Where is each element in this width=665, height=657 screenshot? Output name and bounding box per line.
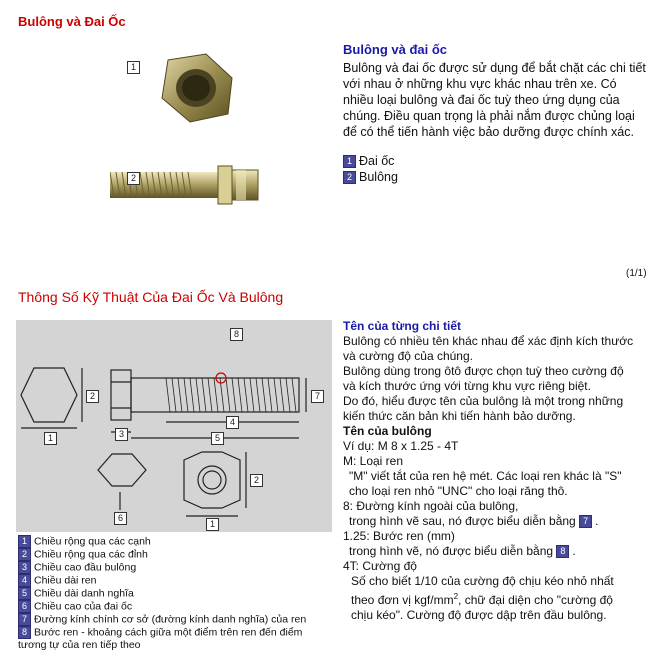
pitch-desc: trong hình vẽ, nó được biểu diễn bằng 8 . bbox=[349, 544, 576, 558]
legend-number: 5 bbox=[18, 587, 31, 600]
legend-number: 2 bbox=[18, 548, 31, 561]
pitch-number: 8 bbox=[556, 545, 569, 558]
d8-desc-text: trong hình vẽ sau, nó được biểu diễn bằng bbox=[349, 514, 576, 528]
item-bolt bbox=[343, 170, 398, 185]
photo-label-1: 1 bbox=[127, 61, 140, 74]
diagram-label-2: 2 bbox=[86, 390, 99, 403]
strength-desc-2 bbox=[343, 589, 661, 608]
intro-line: Bulông có nhiều tên khác nhau để xác định kích thước bbox=[343, 334, 634, 348]
d8-label: 8: Đường kính ngoài của bulông, bbox=[343, 499, 519, 513]
intro-line: Bulông dùng trong ôtô được chọn tuỳ theo cường độ bbox=[343, 364, 624, 378]
legend-number: 1 bbox=[18, 535, 31, 548]
example: Ví dụ: M 8 x 1.25 - 4T bbox=[343, 439, 459, 453]
photo-label-2: 2 bbox=[127, 172, 140, 185]
diagram-label-3: 3 bbox=[115, 428, 128, 441]
strength-unit: theo đơn vị kgf/mm bbox=[351, 593, 454, 607]
legend-item bbox=[18, 600, 338, 613]
section1-paragraph: Bulông và đai ốc được sử dụng để bắt chặt các chi tiết với nhau ở những khu vực khác nhau trên xe. Có nhiều loại bulông và đai ốc tuỳ theo ứng dụng của chúng. Điều quan trọng là phải nắm được chủng loại để có thể tiến hành việc bảo dưỡng được chính xác. bbox=[343, 61, 646, 139]
section2-title: Thông Số Kỹ Thuật Của Đai Ốc Và Bulông bbox=[18, 289, 284, 305]
diagram-label-nut-1: 1 bbox=[206, 518, 219, 531]
item-bolt-label: Bulông bbox=[359, 170, 398, 184]
diagram-label-5: 5 bbox=[211, 432, 224, 445]
intro-line: Do đó, hiểu được tên của bulông là một trong những bbox=[343, 394, 624, 408]
legend-number: 4 bbox=[18, 574, 31, 587]
intro-line: và kích thước ứng với từng khu vực riêng biệt. bbox=[343, 379, 591, 393]
section2-text bbox=[343, 319, 661, 623]
bolt-dimension-diagram bbox=[16, 320, 332, 532]
legend-number: 6 bbox=[18, 600, 31, 613]
diagram-label-6: 6 bbox=[114, 512, 127, 525]
legend-label: Chiều cao đầu bulông bbox=[34, 561, 137, 574]
legend-label: Chiều rộng qua các cạnh bbox=[34, 535, 151, 548]
legend-label: Chiều cao của đai ốc bbox=[34, 600, 133, 613]
diagram-label-1: 1 bbox=[44, 432, 57, 445]
pitch-label: 1.25: Bước ren (mm) bbox=[343, 529, 455, 543]
legend-label: Bước ren - khoảng cách giữa một điểm trên ren đến điểm bbox=[34, 626, 303, 639]
legend-label: Chiều dài ren bbox=[34, 574, 97, 587]
item-bolt-number: 2 bbox=[343, 171, 356, 184]
section1-subtitle: Bulông và đai ốc bbox=[343, 42, 448, 57]
legend-number: 8 bbox=[18, 626, 31, 639]
parts-name-title: Tên của từng chi tiết bbox=[343, 319, 462, 333]
legend-number: 3 bbox=[18, 561, 31, 574]
d8-desc: trong hình vẽ sau, nó được biểu diễn bằng 7 . bbox=[349, 514, 599, 528]
strength-desc-3: chịu kéo". Cường độ được dập trên đầu bulông. bbox=[351, 608, 607, 622]
diagram-label-nut-2: 2 bbox=[250, 474, 263, 487]
strength-label: 4T: Cường độ bbox=[343, 559, 417, 573]
intro-line: và cường độ của chúng. bbox=[343, 349, 473, 363]
pitch-desc-text: trong hình vẽ, nó được biểu diễn bằng bbox=[349, 544, 554, 558]
legend-continuation: tương tự của ren tiếp theo bbox=[18, 639, 141, 651]
m-label: M: Loại ren bbox=[343, 454, 404, 468]
strength-desc-2b: , chữ đại diện cho "cường độ bbox=[458, 593, 613, 607]
legend-item bbox=[18, 548, 338, 561]
legend-label: Chiều rộng qua các đỉnh bbox=[34, 548, 148, 561]
diagram-legend bbox=[18, 535, 338, 651]
m-desc-1: "M" viết tắt của ren hệ mét. Các loại ren khác là "S" bbox=[349, 469, 622, 483]
legend-label: Chiều dài danh nghĩa bbox=[34, 587, 134, 600]
bolt-name-title: Tên của bulông bbox=[343, 424, 432, 438]
legend-item bbox=[18, 587, 338, 600]
page-indicator: (1/1) bbox=[626, 268, 647, 279]
strength-desc-1: Số cho biết 1/10 của cường độ chịu kéo nhỏ nhất bbox=[351, 574, 614, 588]
intro-line: kiến thức căn bản khi tiến hành bảo dưỡng. bbox=[343, 409, 576, 423]
item-nut bbox=[343, 154, 394, 169]
legend-item bbox=[18, 613, 338, 626]
item-nut-number: 1 bbox=[343, 155, 356, 168]
legend-label: Đường kính chính cơ sở (đường kính danh nghĩa) của ren bbox=[34, 613, 307, 626]
legend-item bbox=[18, 535, 338, 548]
item-nut-label: Đai ốc bbox=[359, 154, 395, 168]
legend-item bbox=[18, 626, 338, 639]
legend-number: 7 bbox=[18, 613, 31, 626]
legend-item bbox=[18, 561, 338, 574]
diagram-label-4: 4 bbox=[226, 416, 239, 429]
diagram-label-7: 7 bbox=[311, 390, 324, 403]
diagram-label-8: 8 bbox=[230, 328, 243, 341]
legend-item bbox=[18, 574, 338, 587]
m-desc-2: cho loại ren nhỏ "UNC" cho loại răng thô. bbox=[349, 484, 568, 498]
bolt-nut-photo bbox=[110, 48, 310, 238]
section1-title: Bulông và Đai Ốc bbox=[18, 14, 126, 29]
strength-unit-sup: 2 bbox=[453, 592, 459, 601]
d8-number: 7 bbox=[579, 515, 592, 528]
